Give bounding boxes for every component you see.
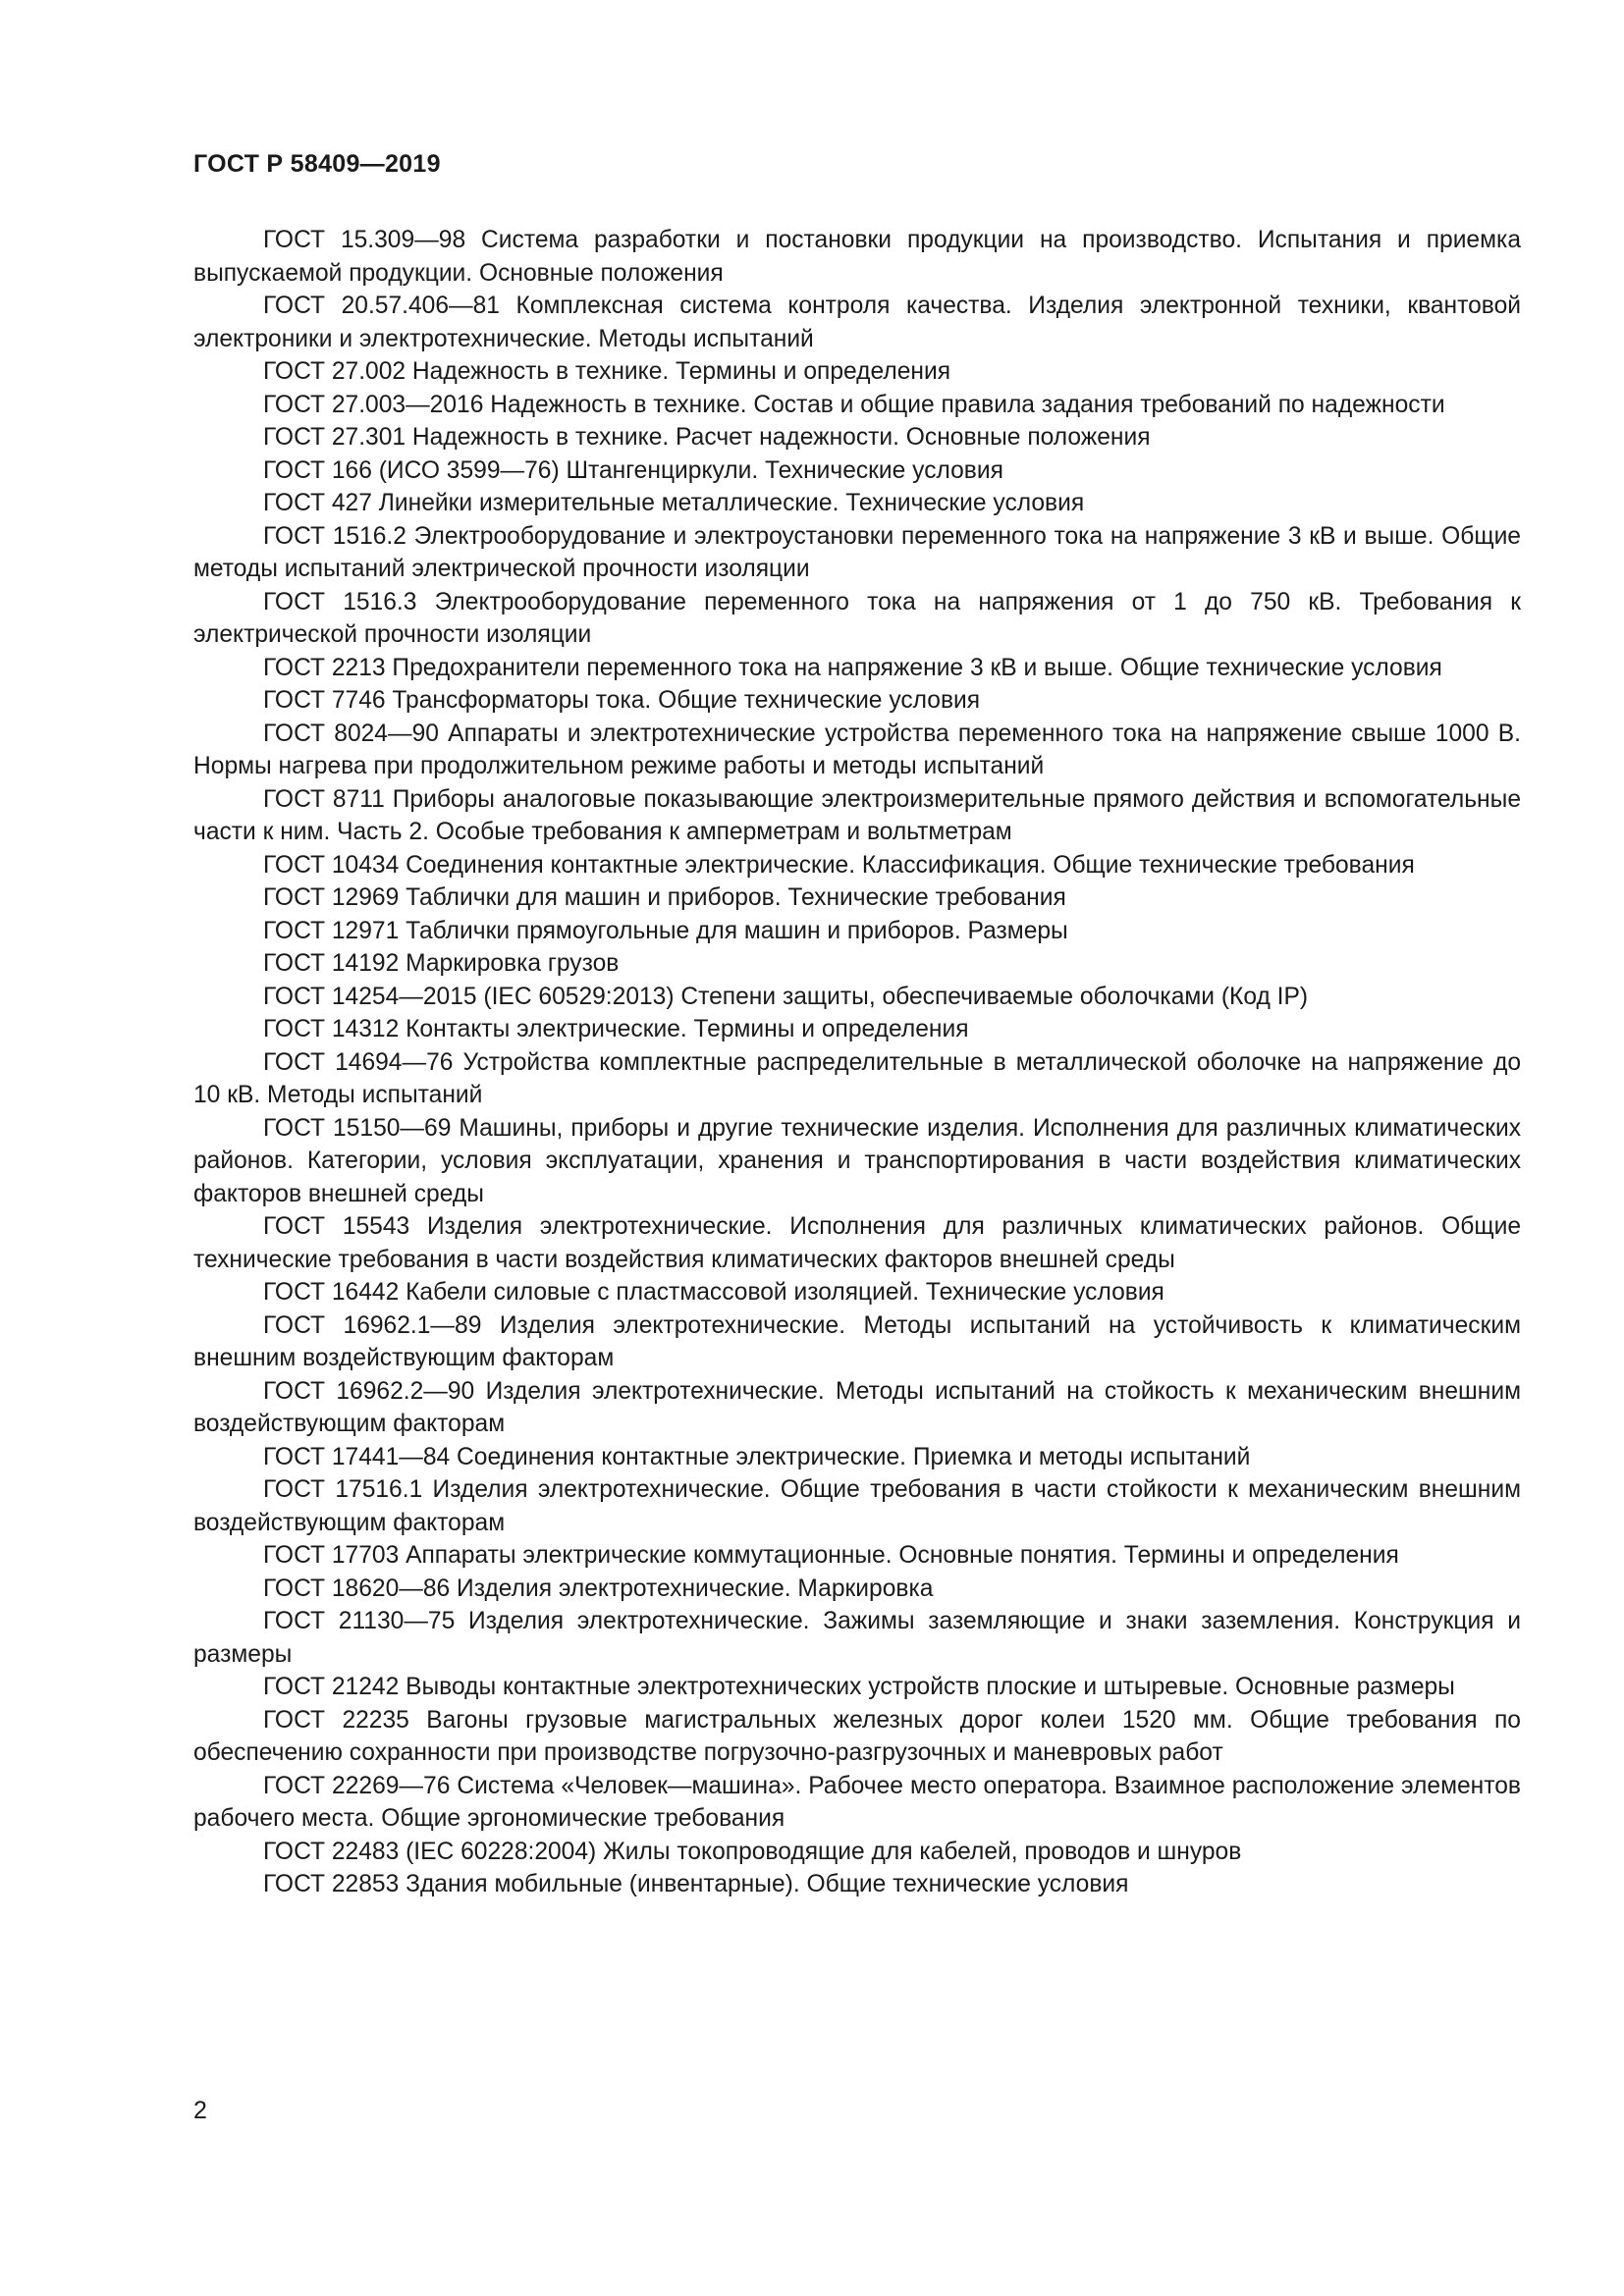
reference-item: ГОСТ 16442 Кабели силовые с пластмассовой изоляцией. Технические условия — [263, 1279, 1164, 1306]
reference-item: ГОСТ 27.002 Надежность в технике. Термины и определения — [263, 358, 951, 385]
reference-item: ГОСТ 1516.3 Электрооборудование переменного тока на напряжения от 1 до 750 кВ. Требования к электрической прочности изоляции — [193, 588, 1521, 648]
reference-item: ГОСТ 22483 (IEC 60228:2004) Жилы токопроводящие для кабелей, проводов и шнуров — [263, 1838, 1242, 1865]
reference-item: ГОСТ 12969 Таблички для машин и приборов. Технические требования — [263, 884, 1066, 911]
reference-item: ГОСТ 21130—75 Изделия электротехнические. Зажимы заземляющие и знаки заземления. Конструкция и размеры — [193, 1608, 1521, 1668]
reference-item: ГОСТ 8711 Приборы аналоговые показывающие электроизмерительные прямого действия и вспомогательные части к ним. Часть 2. Особые требования к амперметрам и вольтметрам — [193, 785, 1521, 845]
reference-item: ГОСТ 15.309—98 Система разработки и постановки продукции на производство. Испытания и приемка выпускаемой продукции. Основные положения — [193, 227, 1521, 287]
reference-item: ГОСТ 15543 Изделия электротехнические. Исполнения для различных климатических районов. Общие технические требования в части воздействия климатических факторов внешней среды — [193, 1213, 1521, 1273]
reference-item: ГОСТ 27.003—2016 Надежность в технике. Состав и общие правила задания требований по надежности — [263, 391, 1445, 418]
reference-item: ГОСТ 427 Линейки измерительные металлические. Технические условия — [263, 490, 1085, 516]
reference-item: ГОСТ 17703 Аппараты электрические коммутационные. Основные понятия. Термины и определения — [263, 1542, 1399, 1569]
reference-item: ГОСТ 14192 Маркировка грузов — [263, 950, 620, 977]
reference-item: ГОСТ 14694—76 Устройства комплектные распределительные в металлической оболочке на напряжение до 10 кВ. Методы испытаний — [193, 1048, 1521, 1108]
reference-item: ГОСТ 166 (ИСО 3599—76) Штангенциркули. Технические условия — [263, 456, 1003, 484]
reference-item: ГОСТ 18620—86 Изделия электротехнические. Маркировка — [263, 1575, 934, 1602]
reference-item: ГОСТ 7746 Трансформаторы тока. Общие технические условия — [263, 687, 981, 714]
reference-item: ГОСТ 14312 Контакты электрические. Термины и определения — [263, 1016, 969, 1042]
reference-item: ГОСТ 21242 Выводы контактные электротехнических устройств плоские и штыревые. Основные размеры — [263, 1674, 1455, 1700]
reference-item: ГОСТ 27.301 Надежность в технике. Расчет надежности. Основные положения — [263, 424, 1151, 451]
reference-item: ГОСТ 14254—2015 (IEC 60529:2013) Степени защиты, обеспечиваемые оболочками (Код IP) — [263, 983, 1309, 1010]
reference-item: ГОСТ 1516.2 Электрооборудование и электроустановки переменного тока на напряжение 3 кВ и выше. Общие методы испытаний электрической прочности изоляции — [193, 522, 1521, 582]
reference-item: ГОСТ 20.57.406—81 Комплексная система контроля качества. Изделия электронной техники, квантовой электроники и электротехнические. Методы испытаний — [193, 293, 1521, 352]
reference-item: ГОСТ 17441—84 Соединения контактные электрические. Приемка и методы испытаний — [263, 1443, 1251, 1470]
reference-item: ГОСТ 17516.1 Изделия электротехнические. Общие требования в части стойкости к механическим внешним воздействующим факторам — [193, 1476, 1521, 1536]
reference-item: ГОСТ 8024—90 Аппараты и электротехнические устройства переменного тока на напряжение свыше 1000 В. Нормы нагрева при продолжительном режиме работы и методы испытаний — [193, 720, 1521, 779]
page-number: 2 — [193, 2097, 207, 2124]
reference-item: ГОСТ 22269—76 Система «Человек—машина». Рабочее место оператора. Взаимное расположение элементов рабочего места. Общие эргономические требования — [193, 1772, 1521, 1832]
document-header: ГОСТ Р 58409—2019 — [193, 150, 441, 178]
reference-item: ГОСТ 15150—69 Машины, приборы и другие технические изделия. Исполнения для различных климатических районов. Категории, условия эксплуатации, хранения и транспортирования в части воздействия климатических факторов внешней среды — [193, 1114, 1521, 1207]
reference-item: ГОСТ 16962.2—90 Изделия электротехнические. Методы испытаний на стойкость к механическим внешним воздействующим факторам — [193, 1377, 1521, 1437]
normative-references-list — [193, 224, 1521, 1901]
reference-item: ГОСТ 16962.1—89 Изделия электротехнические. Методы испытаний на устойчивость к климатическим внешним воздействующим факторам — [193, 1311, 1521, 1371]
reference-item: ГОСТ 2213 Предохранители переменного тока на напряжение 3 кВ и выше. Общие технические условия — [263, 654, 1442, 681]
reference-item: ГОСТ 22235 Вагоны грузовые магистральных железных дорог колеи 1520 мм. Общие требования по обеспечению сохранности при производстве погрузочно-разгрузочных и маневровых работ — [193, 1706, 1521, 1766]
reference-item: ГОСТ 12971 Таблички прямоугольные для машин и приборов. Размеры — [263, 917, 1068, 944]
reference-item: ГОСТ 22853 Здания мобильные (инвентарные). Общие технические условия — [263, 1871, 1129, 1897]
reference-item: ГОСТ 10434 Соединения контактные электрические. Классификация. Общие технические требования — [263, 851, 1415, 879]
